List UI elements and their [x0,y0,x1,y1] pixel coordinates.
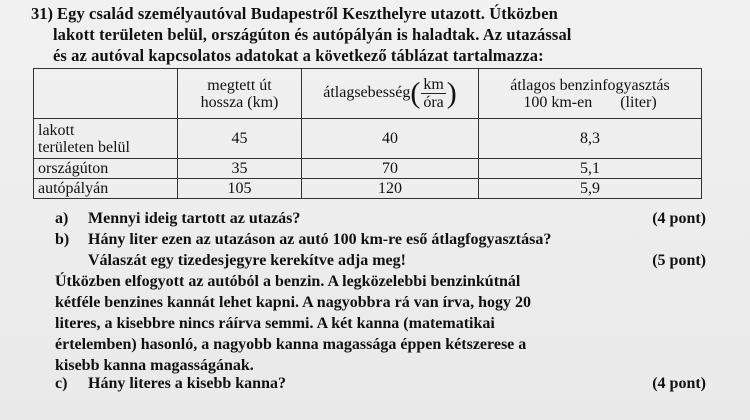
paragraph-line-4: értelemben) hasonló, a nagyobb kanna magassága éppen kétszerese a [55,336,527,353]
question-c-points: (4 pont) [652,375,706,392]
cell-fuel: 5,1 [479,159,702,179]
intro-line-3: és az autóval kapcsolatos adatokat a következő táblázat tartalmazza: [53,46,544,65]
table-header-row [34,69,702,119]
header-distance-line1: megtett út [207,76,272,94]
question-a-label: a) [55,210,69,227]
intro-line-1: Egy család személyautóval Budapestről Keszthelyre utazott. Útközben [57,4,558,23]
cell-fuel: 8,3 [479,119,702,159]
cell-speed: 40 [302,119,479,159]
intro-line-2: lakott területen belül, országúton és autópályán is haladtak. Az utazással [53,25,572,44]
table-row [34,179,702,199]
question-b-text-line2: Válaszát egy tizedesjegyre kerekítve adja meg! [88,252,406,269]
row-label-line2: területen belül [38,138,130,156]
problem-number: 31) [31,4,53,23]
header-fuel-unit: (liter) [620,93,657,111]
paragraph-line-1: Útközben elfogyott az autóból a benzin. A legközelebbi benzinkútnál [55,273,521,290]
question-c-text: Hány literes a kisebb kanna? [88,375,286,392]
header-speed [302,69,479,119]
data-table [33,68,702,199]
cell-speed: 70 [302,159,479,179]
header-speed-label: átlagsebesség [323,84,411,102]
question-a-points: (4 pont) [652,210,706,227]
row-label [34,119,178,159]
header-fuel-per: 100 km-en [523,93,593,111]
header-fuel-line1: átlagos benzinfogyasztás [510,76,670,94]
header-empty-cell [34,69,178,119]
speed-unit-numerator: km [423,76,444,93]
speed-unit-denominator: óra [423,94,444,111]
table-row [34,119,702,159]
speed-unit-fraction [421,76,445,111]
header-distance [178,69,302,119]
header-distance-line2: hossza (km) [200,93,279,111]
paragraph-line-5: kisebb kanna magasságának. [55,357,254,374]
question-b-points: (5 pont) [652,252,706,269]
question-a-text: Mennyi ideig tartott az utazás? [88,210,301,227]
question-c-label: c) [55,375,68,392]
cell-distance: 35 [178,159,302,179]
cell-speed: 120 [302,179,479,199]
question-b-label: b) [55,231,70,248]
table-row [34,159,702,179]
row-label-line1: lakott [38,121,75,139]
row-label: autópályán [34,179,178,199]
header-fuel-line2 [483,94,697,111]
paragraph-line-2: kétféle benzines kannát lehet kapni. A nagyobbra rá van írva, hogy 20 [55,294,532,311]
paragraph-line-3: literes, a kisebbre nincs ráírva semmi. A két kanna (matematikai [55,315,495,332]
question-b-text-line1: Hány liter ezen az utazáson az autó 100 km-re eső átlagfogyasztása? [88,231,552,248]
header-fuel [479,69,702,119]
cell-fuel: 5,9 [479,179,702,199]
row-label: országúton [34,159,178,179]
cell-distance: 45 [178,119,302,159]
paren-open: ( [410,76,421,110]
paren-close: ) [446,76,457,110]
cell-distance: 105 [178,179,302,199]
